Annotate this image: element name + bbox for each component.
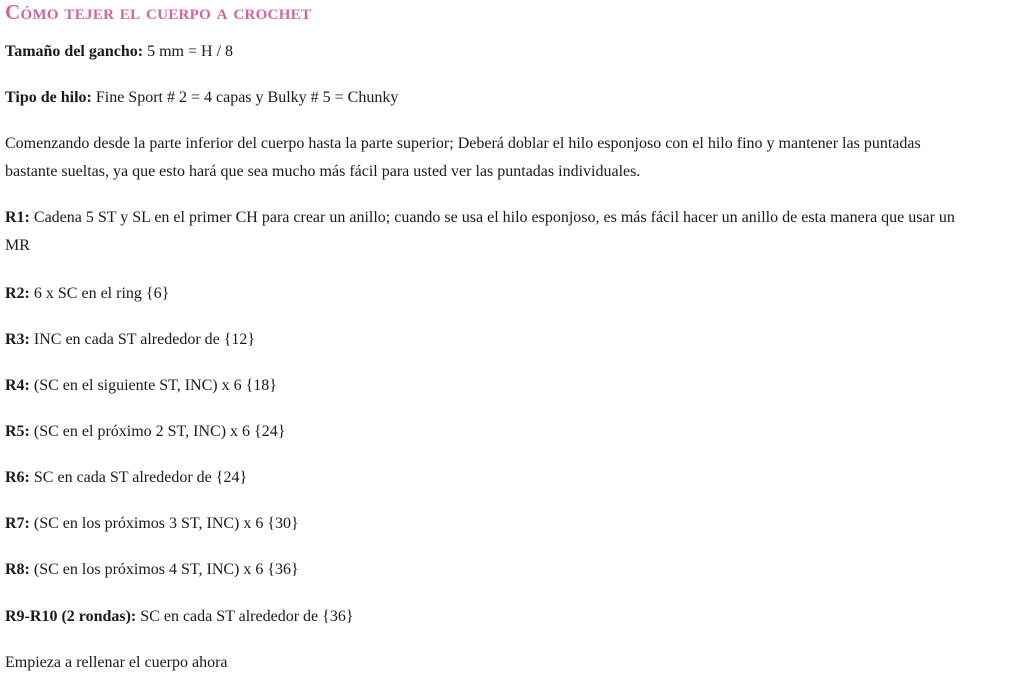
- round-label: R5:: [5, 423, 30, 440]
- closing-line: Empieza a rellenar el cuerpo ahora: [5, 654, 228, 671]
- round-label: R9-R10 (2 rondas):: [5, 608, 137, 625]
- round-text: (SC en el próximo 2 ST, INC) x 6 {24}: [29, 423, 286, 440]
- round-text: Cadena 5 ST y SL en el primer CH para crear un anillo; cuando se usa el hilo esponjoso, es más fácil hacer un anillo de esta manera que usar un MR: [5, 209, 955, 254]
- round-8: [5, 556, 960, 584]
- round-text: INC en cada ST alrededor de {12}: [29, 331, 256, 348]
- round-text: (SC en los próximos 3 ST, INC) x 6 {30}: [29, 515, 299, 532]
- round-text: (SC en el siguiente ST, INC) x 6 {18}: [29, 377, 277, 394]
- round-9-10: [5, 603, 960, 631]
- round-label: R1:: [5, 209, 30, 226]
- round-4: [5, 372, 960, 400]
- round-2: [5, 280, 960, 308]
- round-5: [5, 418, 960, 446]
- hook-size-label: Tamaño del gancho:: [5, 43, 144, 60]
- yarn-type-label: Tipo de hilo:: [5, 89, 92, 106]
- round-text: SC en cada ST alrededor de {24}: [29, 469, 248, 486]
- round-text: 6 x SC en el ring {6}: [29, 285, 170, 302]
- round-7: [5, 510, 960, 538]
- round-label: R2:: [5, 285, 30, 302]
- yarn-type-value: Fine Sport # 2 = 4 capas y Bulky # 5 = Chunky: [91, 89, 399, 106]
- yarn-type-line: [5, 84, 960, 112]
- round-text: SC en cada ST alrededor de {36}: [136, 608, 354, 625]
- round-1: [5, 204, 960, 260]
- round-6: [5, 464, 960, 492]
- round-label: R6:: [5, 469, 30, 486]
- round-3: [5, 326, 960, 354]
- round-label: R3:: [5, 331, 30, 348]
- round-label: R4:: [5, 377, 30, 394]
- hook-size-line: [5, 38, 960, 66]
- round-label: R8:: [5, 561, 30, 578]
- hook-size-value: 5 mm = H / 8: [143, 43, 234, 60]
- round-text: (SC en los próximos 4 ST, INC) x 6 {36}: [29, 561, 299, 578]
- section-title: Cómo tejer el cuerpo a crochet: [5, 0, 312, 24]
- round-label: R7:: [5, 515, 30, 532]
- intro-paragraph: Comenzando desde la parte inferior del cuerpo hasta la parte superior; Deberá doblar el hilo esponjoso con el hilo fino y mantener las puntadas bastante sueltas, ya que esto hará que sea mucho más fácil para usted ver las puntadas individuales.: [5, 135, 921, 180]
